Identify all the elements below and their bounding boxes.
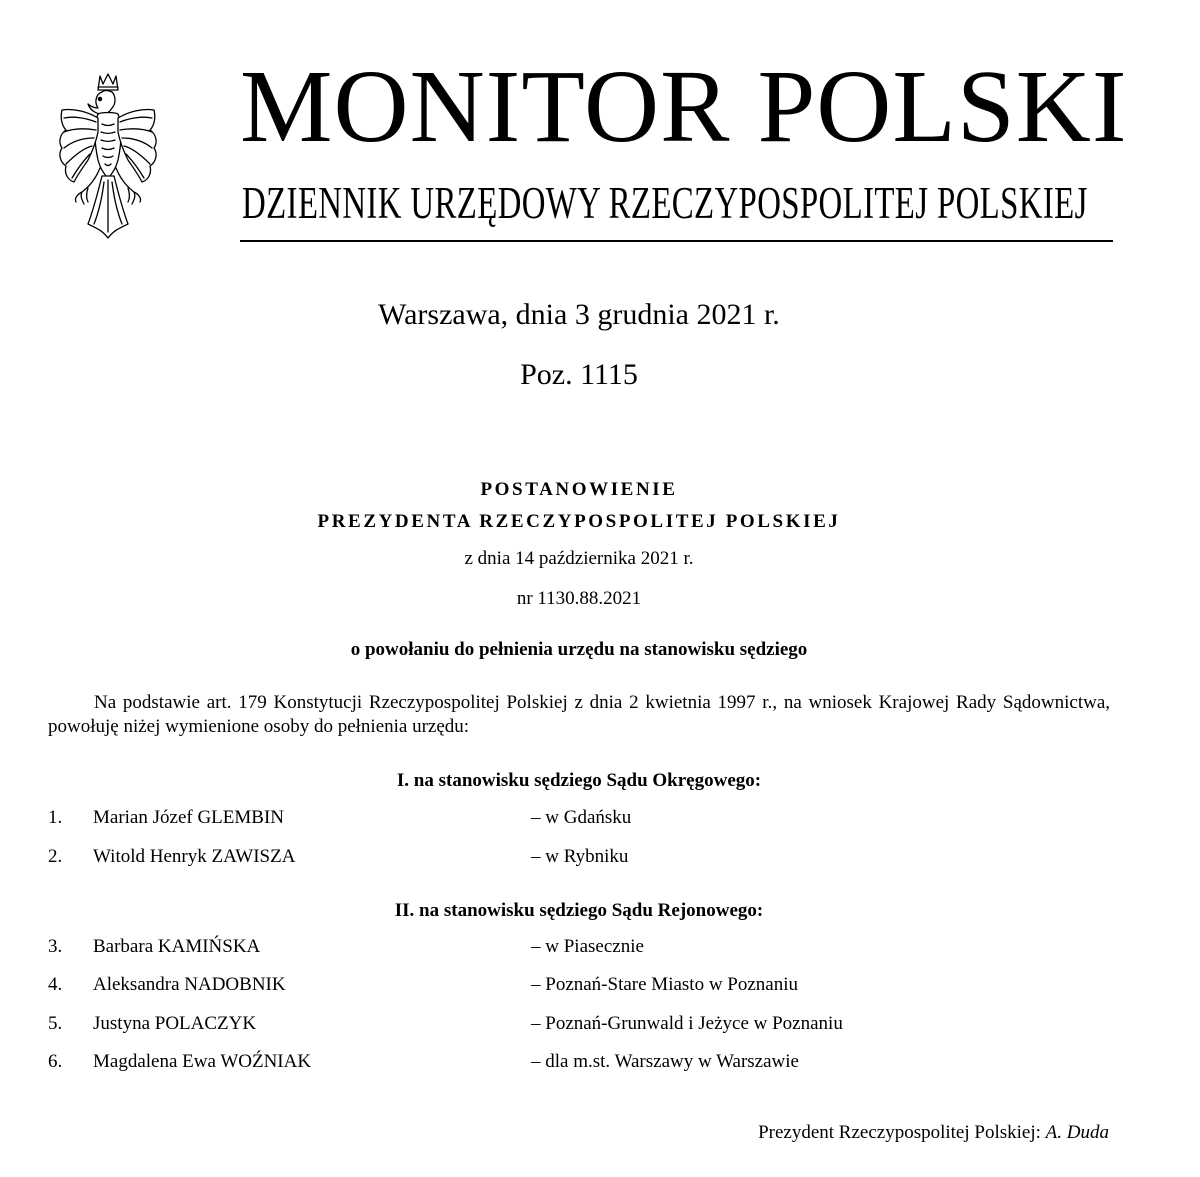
masthead-subtitle: DZIENNIK URZĘDOWY RZECZYPOSPOLITEJ POLSKIEJ xyxy=(242,178,1088,228)
entry-name: Marian Józef GLEMBIN xyxy=(93,807,285,828)
section-heading: I. na stanowisku sędziego Sądu Okręgowego: xyxy=(396,770,762,791)
publication-date: Warszawa, dnia 3 grudnia 2021 r. xyxy=(378,298,780,331)
appointment-row xyxy=(0,1012,1200,1036)
entry-place: – Poznań-Grunwald i Jeżyce w Poznaniu xyxy=(531,1013,843,1034)
appointment-row xyxy=(0,845,1200,869)
signer-name: A. Duda xyxy=(1045,1122,1109,1143)
entry-number: 2. xyxy=(48,846,63,867)
signature-block xyxy=(758,1121,1109,1145)
entry-place: – w Gdańsku xyxy=(531,807,632,828)
entry-place: – w Piasecznie xyxy=(531,936,644,957)
entry-number: 3. xyxy=(48,936,63,957)
document-date: z dnia 14 października 2021 r. xyxy=(464,548,694,569)
entry-name: Magdalena Ewa WOŹNIAK xyxy=(93,1051,312,1072)
document-issuer: PREZYDENTA RZECZYPOSPOLITEJ POLSKIEJ xyxy=(317,511,841,532)
appointment-row xyxy=(0,935,1200,959)
preamble-paragraph: Na podstawie art. 179 Konstytucji Rzeczypospolitej Polskiej z dnia 2 kwietnia 1997 r., na wniosek Krajowej Rady Sądownictwa, powołuję niżej wymienione osoby do pełnienia urzędu: xyxy=(48,692,1110,737)
section-heading: II. na stanowisku sędziego Sądu Rejonowego: xyxy=(394,900,764,921)
document-subject: o powołaniu do pełnienia urzędu na stanowisku sędziego xyxy=(350,639,808,660)
signature-title: Prezydent Rzeczypospolitej Polskiej: xyxy=(758,1122,1041,1143)
masthead-title: MONITOR POLSKI xyxy=(240,49,1128,164)
appointment-row xyxy=(0,973,1200,997)
entry-place: – w Rybniku xyxy=(531,846,629,867)
document-type: POSTANOWIENIE xyxy=(480,479,678,500)
appointment-row xyxy=(0,806,1200,830)
appointment-row xyxy=(0,1050,1200,1074)
eagle-emblem-icon xyxy=(52,68,164,250)
entry-name: Witold Henryk ZAWISZA xyxy=(93,846,296,867)
entry-number: 5. xyxy=(48,1013,63,1034)
masthead-divider xyxy=(240,240,1113,242)
entry-number: 4. xyxy=(48,974,63,995)
entry-name: Justyna POLACZYK xyxy=(93,1013,257,1034)
entry-place: – dla m.st. Warszawy w Warszawie xyxy=(531,1051,799,1072)
entry-number: 6. xyxy=(48,1051,63,1072)
entry-number: 1. xyxy=(48,807,63,828)
entry-place: – Poznań-Stare Miasto w Poznaniu xyxy=(531,974,799,995)
publication-position: Poz. 1115 xyxy=(520,358,638,391)
entry-name: Aleksandra NADOBNIK xyxy=(93,974,286,995)
entry-name: Barbara KAMIŃSKA xyxy=(93,936,261,957)
document-number: nr 1130.88.2021 xyxy=(516,588,642,609)
